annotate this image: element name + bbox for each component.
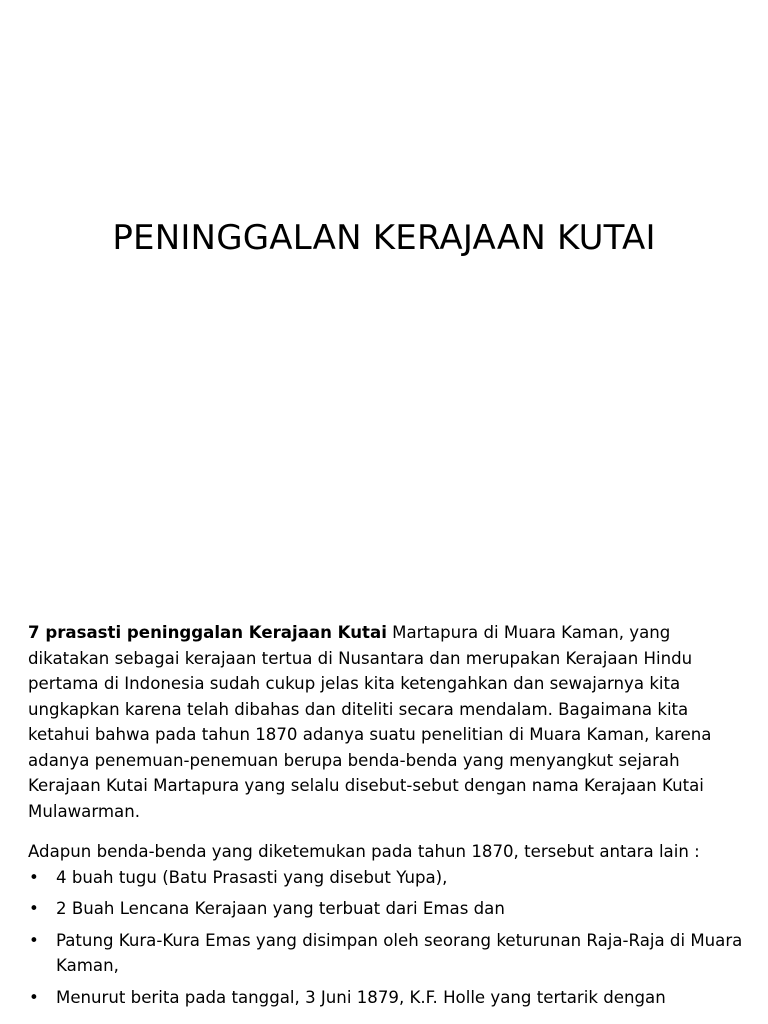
list-item bbox=[28, 865, 744, 891]
bullet-icon: • bbox=[29, 930, 39, 950]
list-item-text: Menurut berita pada tanggal, 3 Juni 1879, K.F. Holle yang tertarik dengan bbox=[56, 987, 666, 1007]
intro-bold-text: 7 prasasti peninggalan Kerajaan Kutai bbox=[28, 623, 387, 642]
list-item-text: Patung Kura-Kura Emas yang disimpan oleh seorang keturunan Raja-Raja di Muara Kaman, bbox=[56, 930, 743, 975]
list-item bbox=[28, 896, 744, 922]
intro-text: Martapura di Muara Kaman, yang dikatakan sebagai kerajaan tertua di Nusantara dan merupakan Kerajaan Hindu pertama di Indonesia sudah cukup jelas kita ketengahkan dan sewajarnya kita ungkapkan karena telah dibahas dan diteliti secara mendalam. Bagaimana kita ketahui bahwa pada tahun 1870 adanya suatu penelitian di Muara Kaman, karena adanya penemuan-penemuan berupa benda-benda yang menyangkut sejarah Kerajaan Kutai Martapura yang selalu disebut-sebut dengan nama Kerajaan Kutai Mulawarman. bbox=[28, 623, 712, 821]
bullet-icon: • bbox=[29, 987, 39, 1007]
list-item bbox=[28, 985, 744, 1011]
intro-paragraph bbox=[28, 620, 744, 824]
bullet-icon: • bbox=[29, 899, 39, 918]
slide-title: PENINGGALAN KERAJAAN KUTAI bbox=[112, 218, 656, 258]
list-item-text: 2 Buah Lencana Kerajaan yang terbuat dari Emas dan bbox=[56, 899, 505, 918]
slide-body bbox=[28, 620, 744, 1010]
bullet-icon: • bbox=[29, 867, 39, 887]
list-item-text: 4 buah tugu (Batu Prasasti yang disebut Yupa), bbox=[56, 867, 448, 887]
list-intro: Adapun benda-benda yang diketemukan pada tahun 1870, tersebut antara lain : bbox=[28, 842, 700, 861]
list-item bbox=[28, 928, 744, 979]
bullet-list bbox=[28, 865, 744, 1011]
